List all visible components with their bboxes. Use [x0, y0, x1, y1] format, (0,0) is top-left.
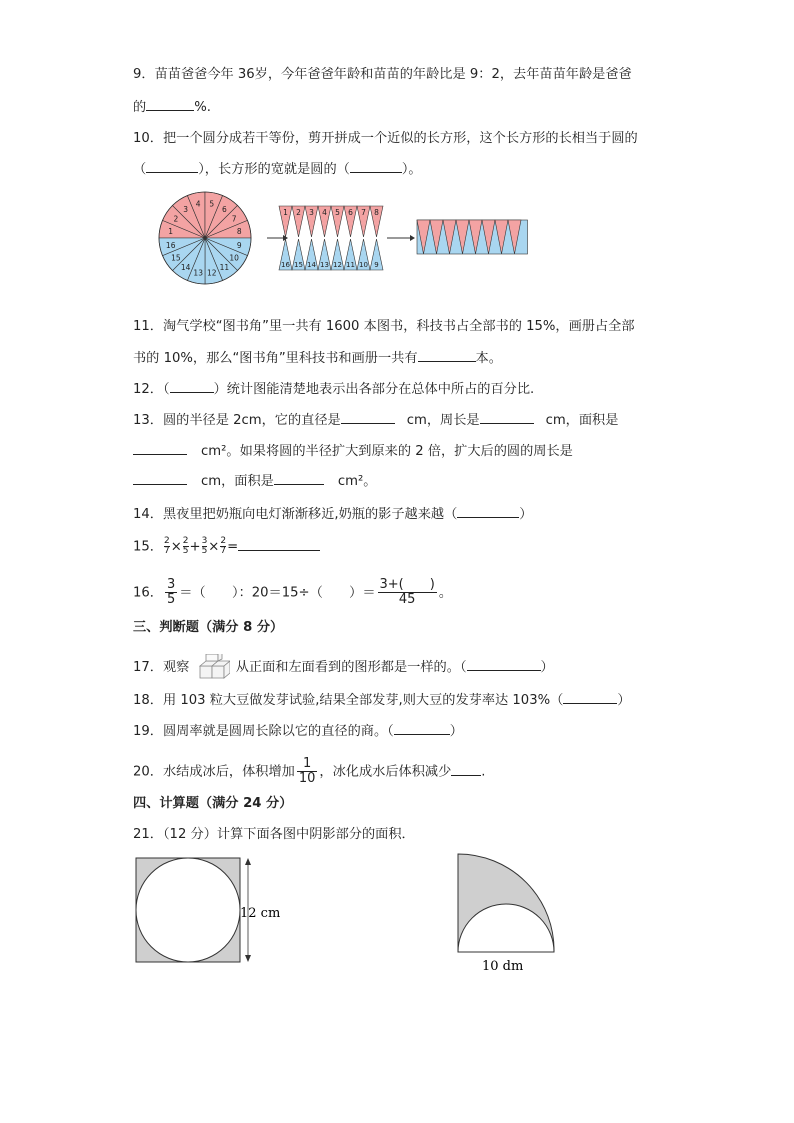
q15-frac-1	[164, 537, 170, 556]
q20-blank[interactable]	[451, 763, 481, 776]
dimension-label-12cm: 12 cm	[240, 906, 281, 921]
approx-rectangle	[417, 220, 528, 254]
q15-frac-2	[183, 537, 189, 556]
sector-label: 3	[183, 204, 188, 214]
q20-text-c: .	[481, 764, 486, 780]
q15-equals: =	[227, 539, 239, 555]
sector-strip	[279, 206, 383, 270]
q12-text-a: 12．（	[133, 382, 170, 397]
strip-bottom-label: 11	[346, 261, 355, 269]
q9-answer-blank[interactable]	[146, 98, 194, 111]
q15-blank[interactable]	[238, 538, 320, 551]
q15-frac-4-num: 2	[220, 536, 227, 546]
q17-blank[interactable]	[467, 658, 541, 671]
q19-line	[133, 722, 463, 741]
q14-blank[interactable]	[457, 505, 519, 518]
q17-text-c: ）	[540, 660, 554, 675]
sector-label: 14	[180, 263, 191, 273]
q15-op-3: ×	[208, 539, 220, 555]
sector-label: 2	[173, 214, 179, 224]
q13-text-b: cm，周长是	[406, 413, 480, 428]
strip-bottom-label: 9	[374, 261, 379, 269]
q13-blank-new-area[interactable]	[274, 472, 324, 485]
q9-line2	[133, 98, 211, 117]
q9-text-a: 的	[133, 100, 147, 115]
strip-bottom-label: 13	[320, 261, 329, 269]
dimension-arrow-top	[245, 858, 251, 865]
q12-line	[133, 380, 534, 399]
q11-line2	[133, 349, 502, 368]
q20-frac	[297, 757, 318, 786]
strip-top-label: 5	[335, 208, 340, 217]
dimension-label-10dm: 10 dm	[482, 959, 524, 974]
q16-end: 。	[438, 585, 453, 601]
section-3-heading: 三、判断题（满分 8 分）	[133, 620, 284, 635]
q15-frac-4-den: 7	[220, 546, 227, 556]
sector-label: 15	[171, 253, 181, 263]
q13-blank-circumference[interactable]	[480, 411, 534, 424]
q10-line2	[133, 160, 422, 179]
q15-frac-1-num: 2	[163, 536, 170, 546]
q17-text-a: 17．观察	[133, 660, 190, 675]
strip-bottom-label: 16	[281, 261, 290, 269]
q14-text-a: 14．黑夜里把奶瓶向电灯渐渐移近,奶瓶的影子越来越（	[133, 507, 458, 522]
sector-label: 1	[168, 227, 174, 237]
strip-top-label: 6	[348, 208, 353, 217]
sector-label: 16	[165, 240, 176, 250]
q15-frac-3-den: 5	[201, 546, 208, 556]
q15-frac-1-den: 7	[163, 546, 170, 556]
inscribed-circle	[136, 858, 240, 962]
q13-text-e: cm，面积是	[201, 474, 274, 489]
q13-text-f: cm²。	[337, 474, 377, 489]
q13-line2	[133, 442, 573, 461]
q18-line	[133, 691, 631, 710]
q19-blank[interactable]	[394, 722, 450, 735]
q16-prefix: 16．	[133, 585, 163, 601]
q10-line1: 10．把一个圆分成若干等份，剪开拼成一个近似的长方形，这个长方形的长相当于圆的	[133, 131, 638, 146]
strip-top-label: 2	[296, 208, 301, 217]
square-circle-figure	[130, 852, 320, 970]
sector-circle	[159, 192, 251, 284]
q11-text-a: 书的 10%，那么“图书角”里科技书和画册一共有	[133, 351, 418, 366]
q20-text-b: ，冰化成水后体积减少	[319, 764, 452, 780]
q13-text-d: cm²。如果将圆的半径扩大到原来的 2 倍，扩大后的圆的周长是	[201, 444, 573, 459]
sector-label: 6	[222, 204, 227, 214]
q15-frac-3-num: 3	[201, 536, 208, 546]
sector-label: 12	[207, 268, 217, 278]
q9-line1: 9．苗苗爸爸今年 36岁，今年爸爸年龄和苗苗的年龄比是 9：2，去年苗苗年龄是爸爸	[133, 67, 632, 82]
q9-text-b: %.	[194, 100, 211, 115]
strip-bottom-label: 14	[307, 261, 316, 269]
q16-frac-2-num: 3+( )	[379, 577, 435, 592]
strip-top-label: 4	[322, 208, 327, 217]
q13-blank-new-circumference[interactable]	[133, 472, 187, 485]
q14-text-b: ）	[519, 507, 533, 522]
sector-label: 11	[219, 263, 230, 273]
q18-text-a: 18．用 103 粒大豆做发芽试验,结果全部发芽,则大豆的发芽率达 103%（	[133, 693, 564, 708]
q18-text-b: ）	[617, 693, 631, 708]
dimension-arrow-bottom	[245, 955, 251, 962]
q13-line3	[133, 472, 376, 491]
q13-text-c: cm，面积是	[545, 413, 619, 428]
sector-label: 13	[193, 268, 203, 278]
q20-text-a: 20．水结成冰后，体积增加	[133, 764, 295, 780]
q15-line	[133, 537, 320, 557]
sector-label: 7	[231, 214, 237, 224]
q15-frac-2-den: 5	[182, 546, 189, 556]
q12-text-b: ）统计图能清楚地表示出各部分在总体中所占的百分比.	[213, 382, 535, 397]
sector-label: 4	[195, 199, 201, 209]
strip-top-label: 1	[283, 208, 288, 217]
strip-bottom-label: 10	[359, 261, 368, 269]
q15-op-2: +	[189, 539, 201, 555]
q13-blank-diameter[interactable]	[341, 411, 395, 424]
q15-frac-4	[220, 537, 226, 556]
cube-stack-icon	[196, 654, 230, 680]
q13-line1	[133, 411, 618, 430]
q16-frac-2-den: 45	[378, 592, 437, 607]
q13-text-a: 13．圆的半径是 2cm，它的直径是	[133, 413, 341, 428]
q19-text-a: 19．圆周率就是圆周长除以它的直径的商。（	[133, 724, 394, 739]
q11-text-b: 本。	[475, 351, 502, 366]
q16-line	[133, 578, 452, 607]
quarter-semicircle-figure	[452, 850, 562, 974]
section-4-heading: 四、计算题（满分 24 分）	[133, 796, 293, 811]
q10-blank-2[interactable]	[350, 160, 402, 173]
sector-label: 8	[236, 227, 242, 237]
q17-text-b: 从正面和左面看到的图形都是一样的。（	[235, 660, 467, 675]
q15-op-1: ×	[170, 539, 182, 555]
q12-blank[interactable]	[170, 380, 214, 393]
q15-prefix: 15．	[133, 539, 163, 555]
q20-frac-den: 10	[298, 771, 316, 786]
strip-bottom-label: 15	[294, 261, 303, 269]
q16-middle: ＝（ ）：20＝15÷（ ）＝	[179, 585, 376, 601]
q10-text-c: ）。	[401, 162, 422, 177]
strip-bottom-label: 12	[333, 261, 342, 269]
q21-line: 21．（12 分）计算下面各图中阴影部分的面积．	[133, 827, 415, 842]
q18-blank[interactable]	[563, 691, 617, 704]
q10-blank-1[interactable]	[146, 160, 198, 173]
strip-top-label: 8	[374, 208, 379, 217]
circle-rearrangement-figure	[145, 190, 535, 290]
q16-frac-1-num: 3	[166, 577, 176, 592]
q16-frac-2	[378, 578, 437, 607]
q16-frac-1	[165, 578, 177, 607]
q11-line1: 11．淘气学校“图书角”里一共有 1600 本图书，科技书占全部书的 15%，画册占全部	[133, 319, 635, 334]
q15-frac-3	[202, 537, 208, 556]
sector-label: 5	[209, 199, 215, 209]
q10-text-b: ），长方形的宽就是圆的（	[198, 162, 350, 177]
q20-line	[133, 757, 485, 786]
q16-frac-1-den: 5	[166, 592, 176, 607]
q19-text-b: ）	[449, 724, 463, 739]
q10-text-a: （	[133, 162, 147, 177]
q14-line	[133, 505, 532, 524]
q15-frac-2-num: 2	[182, 536, 189, 546]
strip-top-label: 3	[309, 208, 314, 217]
q13-blank-area[interactable]	[133, 442, 187, 455]
q17-line	[133, 654, 554, 680]
strip-top-label: 7	[361, 208, 366, 217]
q20-frac-num: 1	[302, 756, 312, 771]
sector-label: 9	[236, 240, 242, 250]
q11-blank[interactable]	[418, 349, 476, 362]
sector-label: 10	[229, 253, 239, 263]
arrow-2-head	[410, 235, 415, 241]
